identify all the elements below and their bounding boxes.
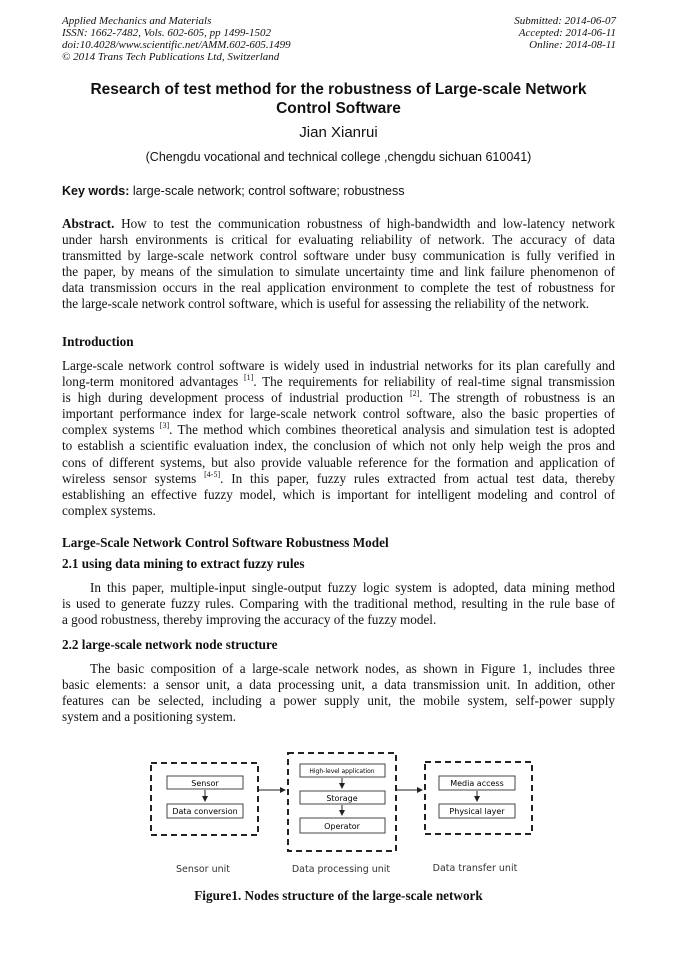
submitted-date: Submitted: 2014-06-07	[514, 15, 616, 27]
text-line	[62, 661, 615, 677]
introduction-heading: Introduction	[62, 334, 134, 349]
sensor-box-label: Sensor	[191, 779, 219, 788]
citation: [1]	[244, 373, 254, 383]
text-segment: How to test the communication robustness of high-bandwidth and low-latency network	[114, 216, 615, 231]
text-segment: wireless sensor systems	[62, 470, 205, 486]
transfer-unit-group	[425, 762, 532, 834]
transfer-unit-label: Data transfer unit	[432, 863, 518, 874]
operator-label: Operator	[324, 822, 360, 831]
subsection-heading-2-1: 2.1 using data mining to extract fuzzy rules	[62, 556, 305, 571]
text-segment: . In this paper, fuzzy rules extracted from actual test data, thereby	[220, 470, 615, 486]
author: Jian Xianrui	[299, 124, 378, 141]
text-line	[62, 248, 615, 264]
introduction-paragraph	[62, 358, 615, 519]
text-segment: cons of different systems, but also provide valuable reference for the formation and application of	[62, 454, 615, 470]
issn: ISSN: 1662-7482, Vols. 602-605, pp 1499-1502	[62, 27, 271, 39]
text-line	[62, 422, 615, 438]
citation: [3]	[159, 421, 170, 431]
affiliation: (Chengdu vocational and technical college ,chengdu sichuan 610041)	[145, 150, 532, 164]
text-segment: . The strength of robustness is an	[419, 390, 615, 406]
text-line	[62, 596, 615, 612]
journal-info	[62, 15, 291, 63]
text-segment: is high during development process of industrial production	[62, 390, 410, 406]
lead-label: Abstract.	[62, 216, 115, 231]
text-segment: the paper, by means of the simulation to simulate uncertainty time and link failure phenomenon of	[62, 264, 615, 280]
online-date: Online: 2014-08-11	[529, 39, 616, 51]
text-line	[62, 232, 615, 248]
figure-caption: Figure1. Nodes structure of the large-scale network	[194, 888, 483, 903]
keywords-value: large-scale network; control software; robustness	[129, 184, 405, 198]
text-segment: features can be selected, including a power supply unit, the mobile system, self-power supply	[62, 693, 615, 709]
text-segment: In this paper, multiple-input single-output fuzzy logic system is adopted, data mining method	[90, 580, 615, 595]
physical-layer-label: Physical layer	[449, 807, 505, 816]
text-line	[62, 280, 615, 296]
text-segment: long-term monitored advantages	[62, 374, 244, 390]
text-line	[62, 709, 615, 725]
text-line	[62, 264, 615, 280]
text-segment: The basic composition of a large-scale network nodes, as shown in Figure 1, includes three	[90, 661, 615, 676]
copyright: © 2014 Trans Tech Publications Ltd, Switzerland	[62, 51, 280, 63]
high-level-application-label: High-level application	[309, 768, 375, 775]
text-line	[62, 455, 615, 471]
text-line	[62, 677, 615, 693]
text-line	[62, 374, 615, 390]
text-line	[62, 580, 615, 596]
text-segment: a good robustness, thereby improving the accuracy of the fuzzy model.	[62, 612, 437, 628]
text-segment: under harsh environments is critical for evaluating reliability of network. The accuracy of data	[62, 232, 615, 248]
citation: [4-5]	[204, 469, 221, 479]
text-line	[62, 503, 615, 519]
sensor-unit-group	[151, 763, 258, 835]
subsection-2-1-paragraph	[62, 580, 615, 628]
text-line	[62, 438, 615, 454]
text-line	[62, 487, 615, 503]
text-line	[62, 216, 615, 232]
accepted-date: Accepted: 2014-06-11	[518, 27, 616, 39]
text-line	[62, 390, 615, 406]
text-segment: important performance index for large-scale network control software, also the basic properties of	[62, 406, 615, 422]
citation: [2]	[409, 389, 420, 399]
text-segment: complex systems	[62, 422, 160, 438]
dates-info	[514, 15, 616, 51]
text-line	[62, 471, 615, 487]
transfer-unit-frame	[425, 762, 532, 834]
text-segment: complex systems.	[62, 502, 156, 518]
text-segment: . The method which combines theoretical analysis and simulation test is adopted	[169, 422, 615, 438]
section-heading: Large-Scale Network Control Software Robustness Model	[62, 535, 389, 550]
subsection-2-2-paragraph	[62, 661, 615, 725]
text-segment: transmitted by large-scale network control software under busy communication is fully verified in	[62, 248, 615, 264]
keywords	[62, 184, 405, 198]
processing-unit-group	[288, 753, 396, 851]
text-segment: . The requirements for reliability of real-time signal transmission	[253, 374, 615, 390]
text-segment: establishing an effective fuzzy model, which is important for intelligent modeling and control of	[62, 486, 615, 502]
paper-title	[62, 80, 615, 118]
text-line	[62, 612, 615, 628]
data-conversion-label: Data conversion	[172, 807, 238, 816]
text-segment: data transmission occurs in the real application environment to complete the test of robustness for	[62, 280, 615, 296]
subsection-heading-2-2: 2.2 large-scale network node structure	[62, 637, 278, 652]
doi: doi:10.4028/www.scientific.net/AMM.602-605.1499	[62, 39, 291, 51]
text-line	[62, 296, 615, 312]
sensor-unit-label: Sensor unit	[176, 864, 230, 875]
abstract	[62, 216, 615, 313]
text-segment: basic elements: a sensor unit, a data processing unit, a data transmission unit. In addition, other	[62, 677, 615, 693]
text-segment: is used to generate fuzzy rules. Comparing with the traditional method, resulting in the rule base of	[62, 596, 615, 612]
keywords-label: Key words:	[62, 184, 130, 198]
text-line	[62, 406, 615, 422]
text-segment: to establish a scientific evaluation index, the conclusion of which not only help weigh the pros and	[62, 438, 615, 454]
title-line: Research of test method for the robustness of Large-scale Network	[90, 81, 587, 98]
text-segment: Large-scale network control software is widely used in industrial networks for its plan carefully and	[62, 358, 615, 373]
media-access-label: Media access	[450, 779, 504, 788]
text-line	[62, 358, 615, 374]
processing-unit-label: Data processing unit	[291, 864, 391, 875]
storage-label: Storage	[326, 794, 358, 803]
figure-nodes-structure	[145, 750, 545, 880]
text-segment: system and a positioning system.	[62, 709, 236, 725]
title-line: Control Software	[276, 100, 401, 117]
journal-name: Applied Mechanics and Materials	[62, 15, 212, 27]
text-line	[62, 693, 615, 709]
text-segment: the large-scale network control software, which is useful for assessing the reliability of the network.	[62, 296, 590, 312]
